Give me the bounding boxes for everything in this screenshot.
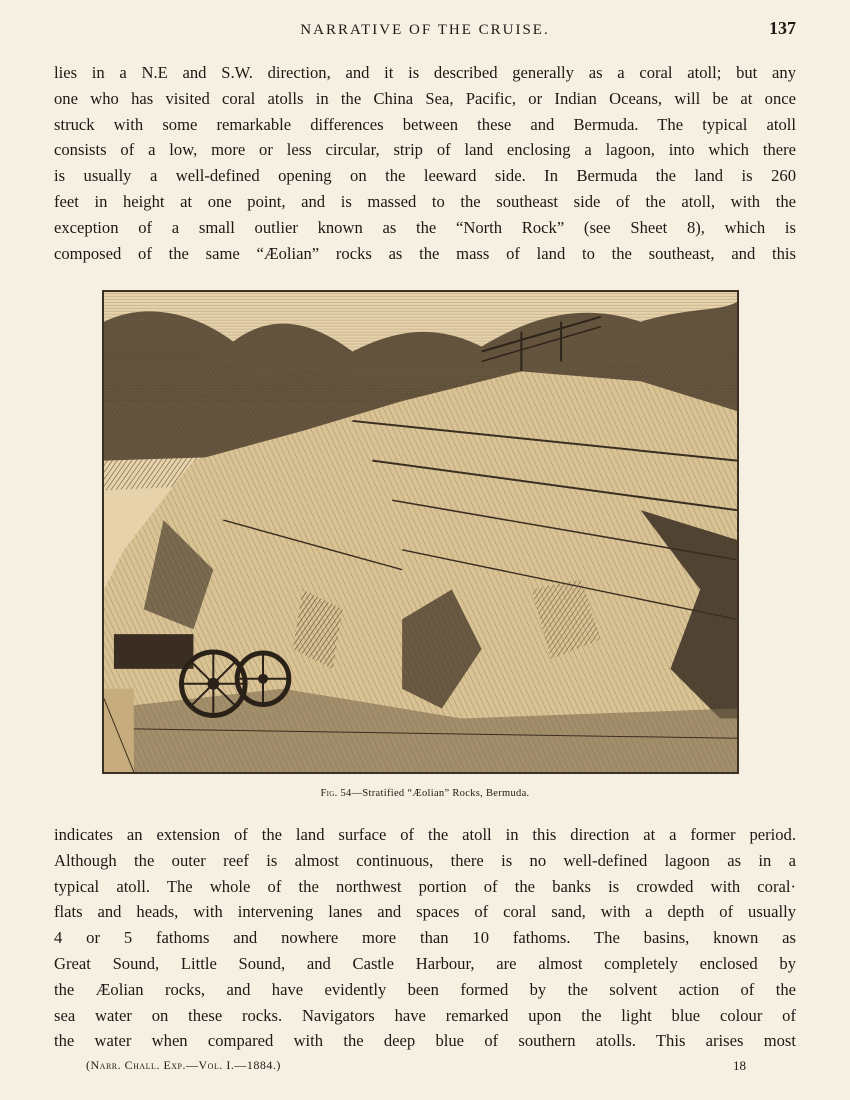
page-footer (86, 1058, 746, 1076)
footer-signature: (Narr. Chall. Exp.—Vol. I.—1884.) (86, 1058, 281, 1072)
text-line: feet in height at one point, and is massed to the southeast side of the atoll, with the (54, 191, 796, 211)
text-line: struck with some remarkable differences between these and Bermuda. The typical atoll (54, 114, 796, 134)
text-line: 4 or 5 fathoms and nowhere more than 10 fathoms. The basins, known as (54, 928, 796, 948)
paragraph-1 (54, 60, 796, 266)
text-line: is usually a well-defined opening on the leeward side. In Bermuda the land is 260 (54, 166, 796, 186)
text-line: indicates an extension of the land surface of the atoll in this direction at a former period. (54, 825, 796, 844)
text-line: the water when compared with the deep blue of southern atolls. This arises most (54, 1031, 796, 1051)
text-line: lies in a N.E and S.W. direction, and it is described generally as a coral atoll; but any (54, 63, 796, 82)
text-line: exception of a small outlier known as the “North Rock” (see Sheet 8), which is (54, 217, 796, 237)
figure-caption-text: —Stratified “Æolian” Rocks, Bermuda. (351, 788, 530, 799)
footer-sheet-number: 18 (733, 1058, 746, 1073)
text-line: typical atoll. The whole of the northwest portion of the banks is crowded with coral· (54, 876, 796, 896)
rock-engraving-illustration (104, 292, 737, 772)
text-line: composed of the same “Æolian” rocks as the mass of land to the southeast, and this (54, 243, 796, 263)
figure-label: Fig. 54 (320, 788, 352, 799)
text-line: the Æolian rocks, and have evidently been formed by the solvent action of the (54, 979, 796, 999)
page-number: 137 (769, 18, 796, 38)
engraving-figure (102, 290, 739, 774)
figure-caption (54, 788, 796, 799)
text-line: consists of a low, more or less circular, strip of land enclosing a lagoon, into which there (54, 140, 796, 160)
running-head (54, 18, 796, 44)
text-line: Great Sound, Little Sound, and Castle Harbour, are almost completely enclosed by (54, 953, 796, 973)
text-line: Although the outer reef is almost continuous, there is no well-defined lagoon as in a (54, 850, 796, 870)
text-line: flats and heads, with intervening lanes and spaces of coral sand, with a depth of usually (54, 902, 796, 922)
text-line: one who has visited coral atolls in the China Sea, Pacific, or Indian Oceans, will be at once (54, 88, 796, 108)
text-line: sea water on these rocks. Navigators have remarked upon the light blue colour of (54, 1005, 796, 1025)
running-title: NARRATIVE OF THE CRUISE. (300, 22, 550, 38)
paragraph-2 (54, 822, 796, 1054)
